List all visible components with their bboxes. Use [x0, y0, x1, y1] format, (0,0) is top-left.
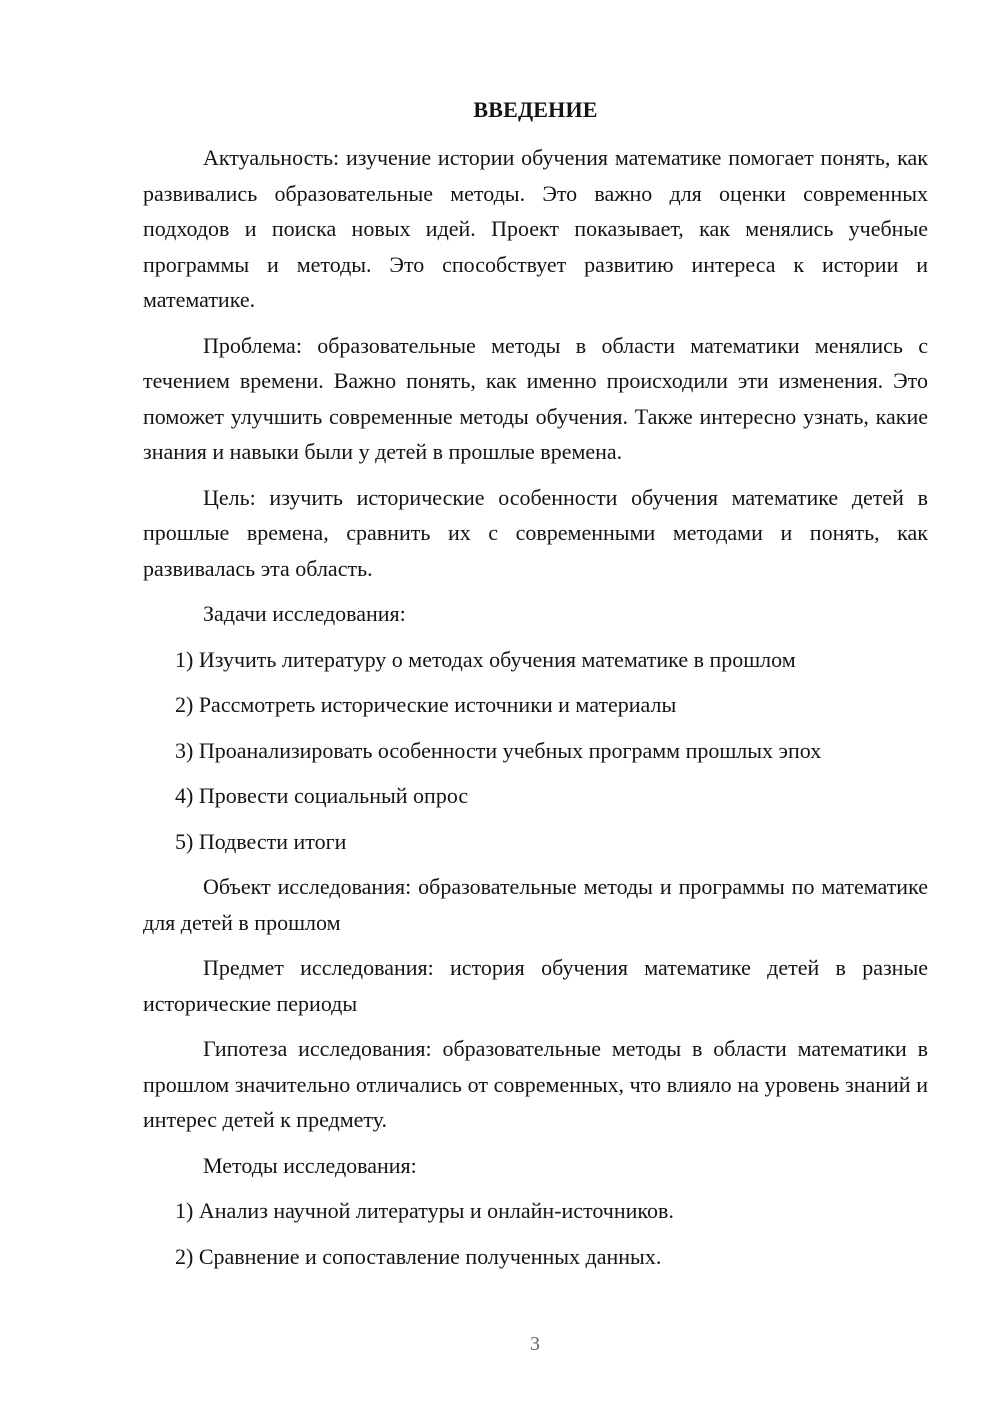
paragraph-object: Объект исследования: образовательные методы и программы по математике для детей в прошлом	[143, 874, 928, 935]
paragraph-goal: Цель: изучить исторические особенности обучения математике детей в прошлые времена, сравнить их с современными методами и понять, как развивалась эта область.	[143, 484, 928, 581]
tasks-title: Задачи исследования:	[203, 601, 406, 626]
list-item-task-5: 5) Подвести итоги	[175, 828, 347, 854]
list-item-task-4: 4) Провести социальный опрос	[175, 783, 469, 808]
methods-list	[143, 1193, 928, 1274]
list-item-task-1: 1) Изучить литературу о методах обучения математике в прошлом	[175, 646, 796, 672]
methods-title: Методы исследования:	[203, 1152, 417, 1178]
list-item-task-3: 3) Проанализировать особенности учебных программ прошлых эпох	[175, 737, 822, 763]
page-number: 3	[530, 1333, 540, 1355]
list-item-task-2: 2) Рассмотреть исторические источники и материалы	[175, 692, 677, 717]
paragraph-subject: Предмет исследования: история обучения математике детей в разные исторические периоды	[143, 955, 928, 1016]
paragraph-hypothesis: Гипотеза исследования: образовательные методы в области математики в прошлом значительно отличались от современных, что влияло на уровень знаний и интерес детей к предмету.	[143, 1036, 928, 1132]
list-item-method-2: 2) Сравнение и сопоставление полученных данных.	[175, 1243, 662, 1269]
tasks-list	[143, 642, 928, 860]
paragraph-relevance: Актуальность: изучение истории обучения математике помогает понять, как развивались образовательные методы. Это важно для оценки современных подходов и поиска новых идей. Проект показывает, как менялись учебные программы и методы. Это способствует развитию интереса к истории и математике.	[143, 145, 928, 312]
list-item-method-1: 1) Анализ научной литературы и онлайн-источников.	[175, 1198, 674, 1223]
paragraph-problem: Проблема: образовательные методы в области математики менялись с течением времени. Важно понять, как именно происходили эти изменения. Это поможет улучшить современные методы обучения. Также интересно узнать, какие знания и навыки были у детей в прошлые времена.	[143, 332, 928, 464]
document-page	[143, 92, 928, 1284]
section-heading: ВВЕДЕНИЕ	[473, 97, 598, 122]
